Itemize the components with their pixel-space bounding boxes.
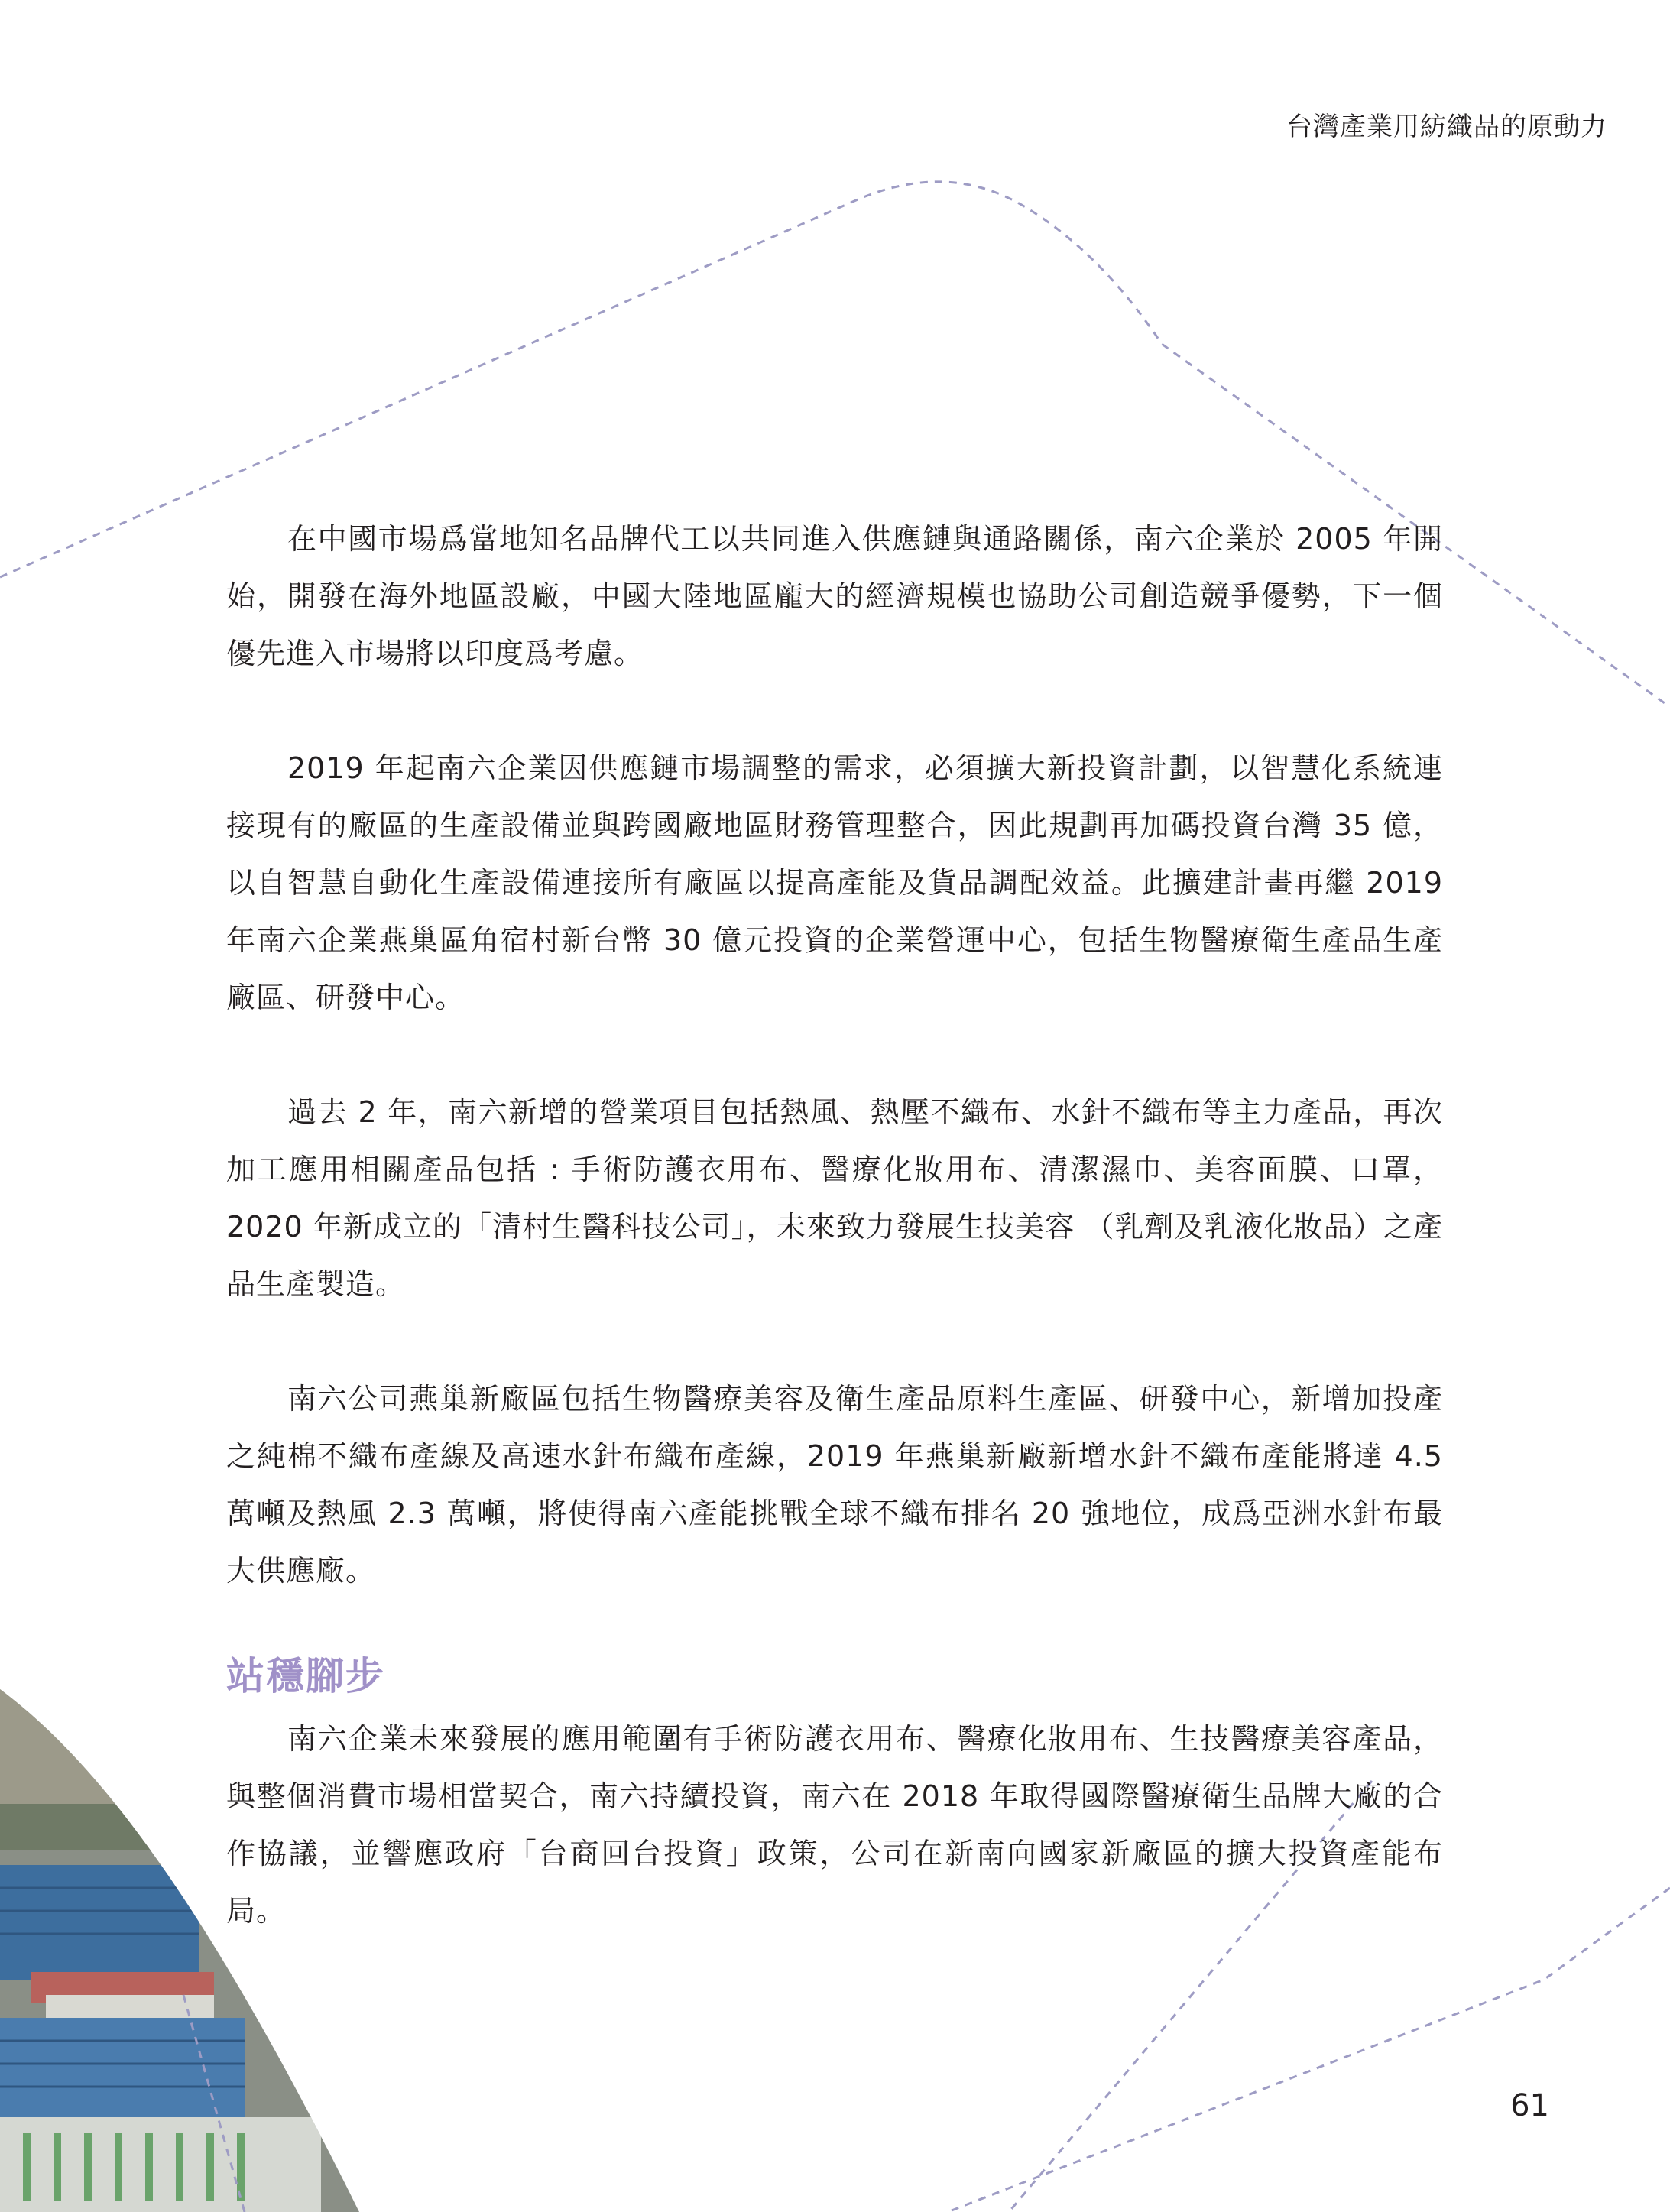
section-paragraph: 南六企業未來發展的應用範圍有手術防護衣用布、醫療化妝用布、生技醫療美容產品，與整個消費市場相當契合，南六持續投資，南六在 2018 年取得國際醫療衛生品牌大廠的合作協議，並響應政府「台商回台投資」政策，公司在新南向國家新廠區的擴大投資產能布局。	[226, 1722, 1443, 1928]
paragraph-1: 在中國市場爲當地知名品牌代工以共同進入供應鏈與通路關係，南六企業於 2005 年開始，開發在海外地區設廠，中國大陸地區龐大的經濟規模也協助公司創造競爭優勢，下一個優先進入市場將以印度爲考慮。	[226, 522, 1443, 670]
section-heading: 站穩腳步	[226, 1654, 385, 1698]
paragraph-2: 2019 年起南六企業因供應鏈市場調整的需求，必須擴大新投資計劃，以智慧化系統連接現有的廠區的生產設備並與跨國廠地區財務管理整合，因此規劃再加碼投資台灣 35 億，以自智慧自動化生產設備連接所有廠區以提高產能及貨品調配效益。此擴建計畫再繼 2019 年南六企業燕巢區角宿村新台幣 30 億元投資的企業營運中心，包括生物醫療衛生產品生產廠區、研發中心。	[226, 751, 1443, 1014]
paragraph-4: 南六公司燕巢新廠區包括生物醫療美容及衛生產品原料生產區、研發中心，新增加投產之純棉不織布產線及高速水針布織布產線，2019 年燕巢新廠新增水針不織布產能將達 4.5 萬噸及熱風 2.3 萬噸，將使得南六產能挑戰全球不織布排名 20 強地位，成爲亞洲水針布最大供應廠。	[226, 1382, 1443, 1588]
paragraph-3: 過去 2 年，南六新增的營業項目包括熱風、熱壓不織布、水針不織布等主力產品，再次加工應用相關產品包括 : 手術防護衣用布、醫療化妝用布、清潔濕巾、美容面膜、口罩，2020 年新成立的「清村生醫科技公司」，未來致力發展生技美容 （乳劑及乳液化妝品）之產品生產製造。	[226, 1095, 1443, 1301]
page-number: 61	[1510, 2088, 1549, 2123]
running-header: 台灣產業用紡織品的原動力	[1286, 112, 1607, 142]
article-body	[226, 511, 1443, 1997]
